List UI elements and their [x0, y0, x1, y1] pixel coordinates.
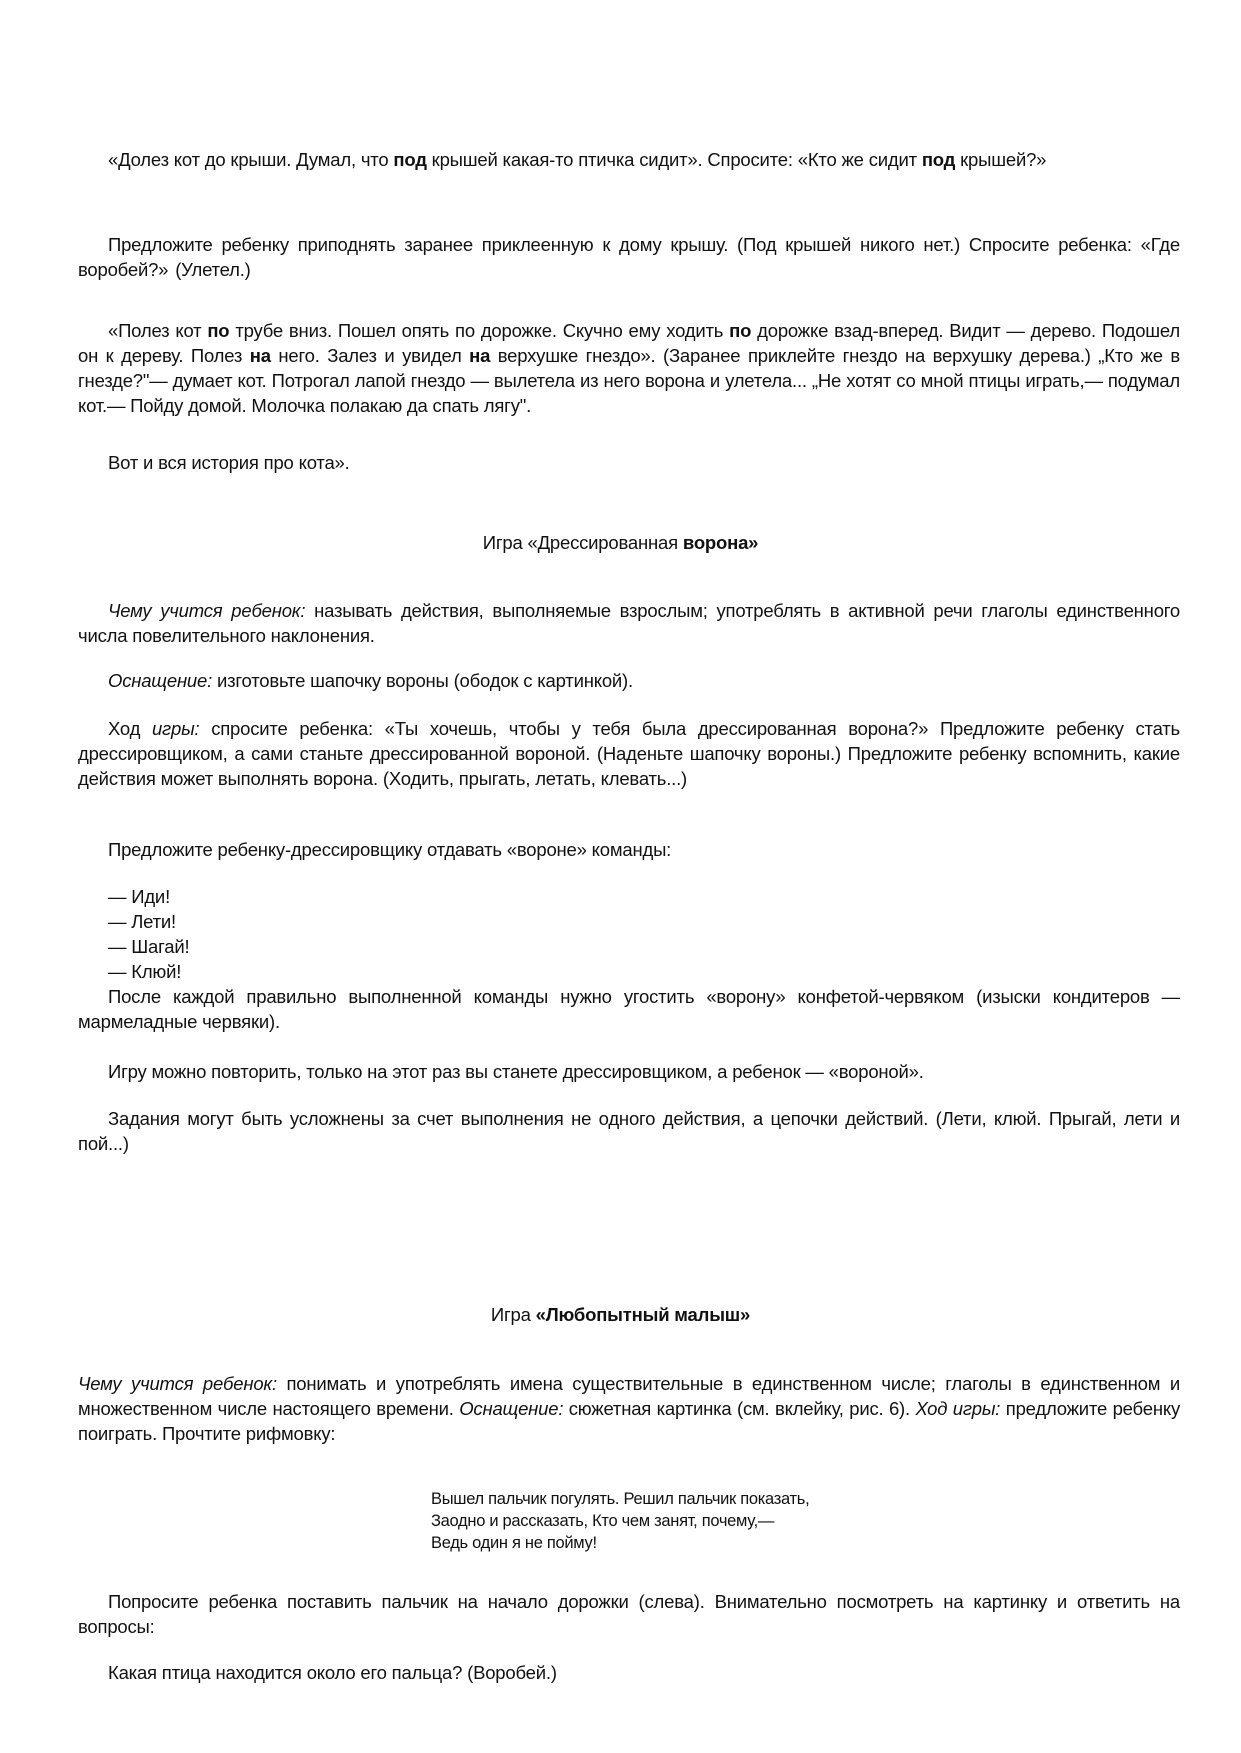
poem-line: Вышел пальчик погулять. Решил пальчик показать, — [431, 1490, 810, 1508]
label: Ход игры: — [915, 1398, 1001, 1419]
label: Оснащение: — [108, 670, 213, 691]
poem-line: Ведь один я не пойму! — [431, 1534, 597, 1552]
game2-instruction: Попросите ребенка поставить пальчик на начало дорожки (слева). Внимательно посмотреть на картинку и ответить на вопросы: — [78, 1591, 1180, 1637]
story-paragraph-4: Вот и вся история про кота». — [108, 452, 350, 473]
command-item: — Лети! — [108, 911, 177, 932]
game2-title: Игра «Любопытный малыш» — [490, 1304, 751, 1325]
emphasis: по — [729, 320, 752, 341]
game1-equipment: Оснащение: изготовьте шапочку вороны (ободок с картинкой). — [108, 670, 633, 691]
label: Чему учится ребенок: — [78, 1373, 277, 1394]
emphasis: на — [249, 345, 271, 366]
game1-commands-intro: Предложите ребенку-дрессировщику отдавать «вороне» команды: — [108, 839, 672, 860]
game1-complex: Задания могут быть усложнены за счет выполнения не одного действия, а цепочки действий. (Лети, клюй. Прыгай, лети и пой...) — [78, 1108, 1180, 1154]
emphasis: на — [469, 345, 491, 366]
command-item: — Иди! — [108, 886, 171, 907]
label: игры: — [151, 718, 200, 739]
game1-learns: Чему учится ребенок: называть действия, выполняемые взрослым; употреблять в активной речи глаголы единственного числа повелительного наклонения. — [78, 600, 1181, 646]
game1-title: Игра «Дрессированная ворона» — [482, 532, 759, 553]
game1-after-commands: После каждой правильно выполненной команды нужно угостить «ворону» конфетой-червяком (изыски кондитеров — мармеладные червяки). — [78, 986, 1180, 1032]
game1-course: Ход игры: спросите ребенка: «Ты хочешь, чтобы у тебя была дрессированная ворона?» Предложите ребенку стать дрессировщиком, а сами станьте дрессированной вороной. (Наденьте шапочку вороны.) Предложите ребенку вспомнить, какие действия может выполнять ворона. (Ходить, прыгать, летать, клевать...) — [78, 718, 1180, 789]
story-paragraph-1: «Долез кот до крыши. Думал, что под крышей какая-то птичка сидит». Спросите: «Кто же сидит под крышей?» — [108, 149, 1047, 170]
poem-line: Заодно и рассказать, Кто чем занят, почему,— — [431, 1512, 775, 1530]
label: Оснащение: — [459, 1398, 564, 1419]
game2-poem — [431, 1488, 951, 1554]
story-paragraph-2: Предложите ребенку приподнять заранее приклеенную к дому крышу. (Под крышей никого нет.) Спросите ребенка: «Где воробей?» (Улетел.) — [78, 234, 1180, 280]
label: Чему учится ребенок: — [108, 600, 306, 621]
game1-commands-list — [78, 884, 1180, 1034]
game1-repeat: Игру можно повторить, только на этот раз вы станете дрессировщиком, а ребенок — «вороной». — [108, 1061, 924, 1082]
command-item: — Шагай! — [108, 936, 190, 957]
game2-question-1: Какая птица находится около его пальца? (Воробей.) — [108, 1662, 557, 1683]
emphasis: под — [393, 149, 427, 170]
story-paragraph-3: «Полез кот по трубе вниз. Пошел опять по дорожке. Скучно ему ходить по дорожке взад-вперед. Видит — дерево. Подошел он к дереву. Полез на него. Залез и увидел на верхушке гнездо». (Заранее приклейте гнездо на верхушку дерева.) „Кто же в гнезде?"— думает кот. Потрогал лапой гнездо — вылетела из него ворона и улетела... „Не хотят со мной птицы играть,— подумал кот.— Пойду домой. Молочка полакаю да спать лягу". — [78, 320, 1180, 416]
game2-learns: Чему учится ребенок: понимать и употреблять имена существительные в единственном числе; глаголы в единственном и множественном числе настоящего времени. Оснащение: сюжетная картинка (см. вклейку, рис. 6). Ход игры: предложите ребенку поиграть. Прочтите рифмовку: — [78, 1373, 1181, 1444]
command-item: — Клюй! — [108, 961, 182, 982]
emphasis: по — [207, 320, 230, 341]
emphasis: под — [921, 149, 956, 170]
